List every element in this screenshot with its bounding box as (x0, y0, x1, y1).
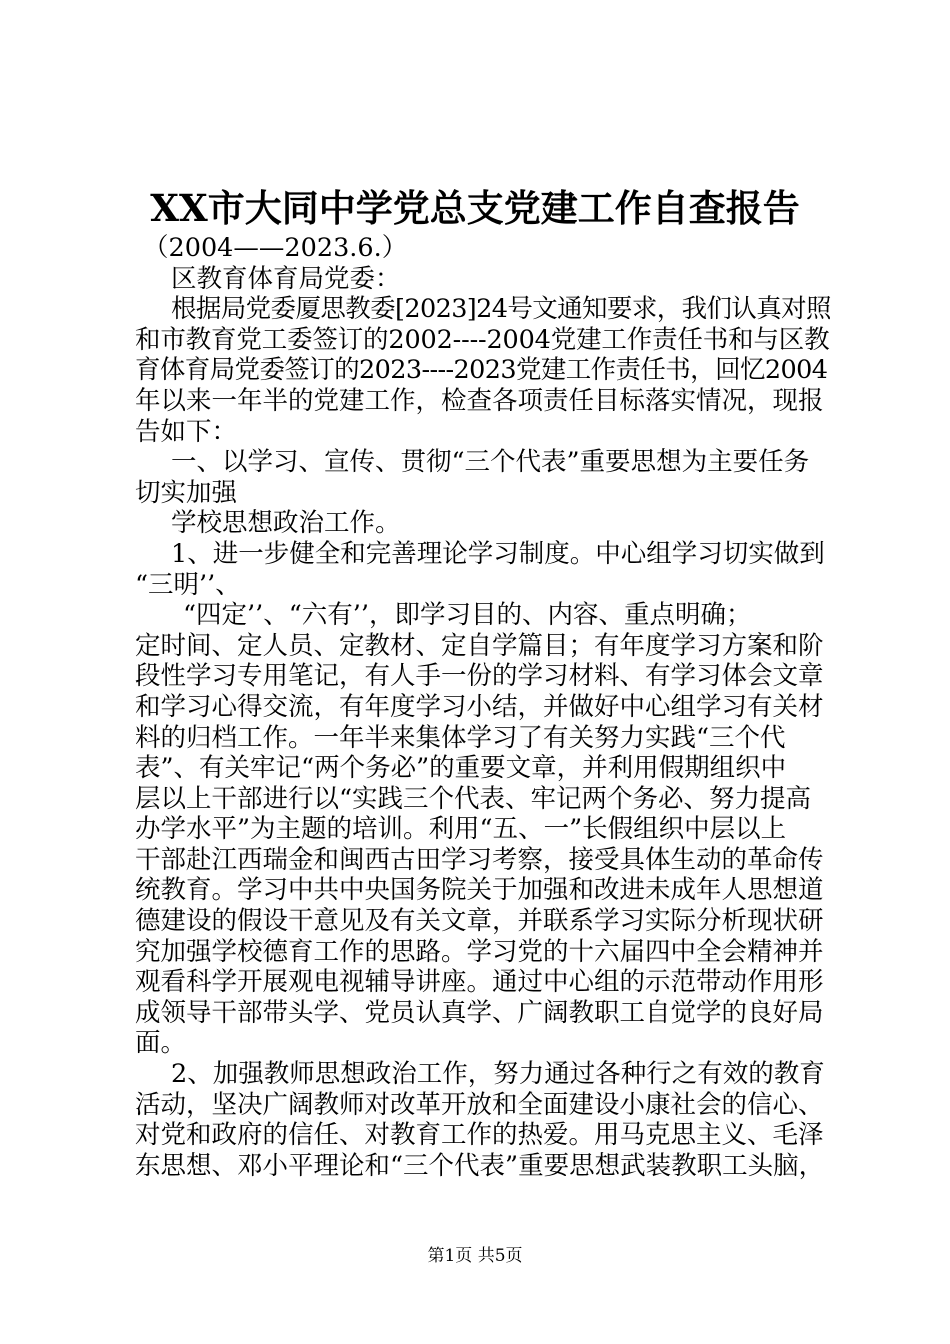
document-title: XX市大同中学党总支党建工作自查报告 (150, 186, 800, 230)
section-heading-line: 切实加强 (135, 477, 238, 508)
body-line: 东思想、邓小平理论和“三个代表”重要思想武装教职工头脑， (135, 1150, 825, 1181)
body-line: 层以上干部进行以“实践三个代表、牢记两个务必、努力提高 (135, 783, 812, 814)
body-line: “三明’’、 (135, 569, 241, 600)
body-line: 面。 (135, 1028, 187, 1059)
body-line: 表”、有关牢记“两个务必”的重要文章，并利用假期组织中 (135, 753, 787, 784)
date-range-line: （2004——2023.6.） (143, 233, 408, 263)
body-line: 1、进一步健全和完善理论学习制度。中心组学习切实做到 (171, 538, 825, 569)
body-line: 干部赴江西瑞金和闽西古田学习考察，接受具体生动的革命传 (135, 844, 824, 875)
body-line: 告如下： (135, 416, 238, 447)
body-line: 对党和政府的信任、对教育工作的热爱。用马克思主义、毛泽 (135, 1120, 824, 1151)
body-line: 2、加强教师思想政治工作，努力通过各种行之有效的教育 (171, 1059, 825, 1090)
body-line: 观看科学开展观电视辅导讲座。通过中心组的示范带动作用形 (135, 967, 824, 998)
body-line: 和学习心得交流，有年度学习小结，并做好中心组学习有关材 (135, 691, 824, 722)
body-line: 德建设的假设干意见及有关文章，并联系学习实际分析现状研 (135, 906, 824, 937)
page-indicator: 第1页 共5页 (427, 1246, 523, 1266)
body-line: 根据局党委厦思教委[2023]24号文通知要求，我们认真对照 (171, 294, 831, 325)
section-heading-line: 一、以学习、宣传、贯彻“三个代表”重要思想为主要任务 (171, 447, 810, 478)
salutation-line: 区教育体育局党委： (171, 263, 401, 294)
body-line: 办学水平”为主题的培训。利用“五、一”长假组织中层以上 (135, 814, 787, 845)
body-line: 究加强学校德育工作的思路。学习党的十六届四中全会精神并 (135, 936, 824, 967)
body-line: “四定’’、“六有’’，即学习目的、内容、重点明确； (183, 600, 752, 631)
body-line: 学校思想政治工作。 (171, 508, 401, 539)
body-line: 育体育局党委签订的2023----2023党建工作责任书，回忆2004 (135, 355, 828, 386)
body-line: 统教育。学习中共中央国务院关于加强和改进未成年人思想道 (135, 875, 824, 906)
document-body (135, 233, 830, 1181)
body-line: 活动，坚决广阔教师对改革开放和全面建设小康社会的信心、 (135, 1089, 824, 1120)
body-line: 年以来一年半的党建工作，检查各项责任目标落实情况，现报 (135, 385, 824, 416)
body-line: 段性学习专用笔记，有人手一份的学习材料、有学习体会文章 (135, 661, 824, 692)
body-line: 和市教育党工委签订的2002----2004党建工作责任书和与区教 (135, 324, 830, 355)
body-line: 成领导干部带头学、党员认真学、广阔教职工自觉学的良好局 (135, 997, 824, 1028)
body-line: 料的归档工作。一年半来集体学习了有关努力实践“三个代 (135, 722, 786, 753)
body-line: 定时间、定人员、定教材、定自学篇目；有年度学习方案和阶 (135, 630, 824, 661)
